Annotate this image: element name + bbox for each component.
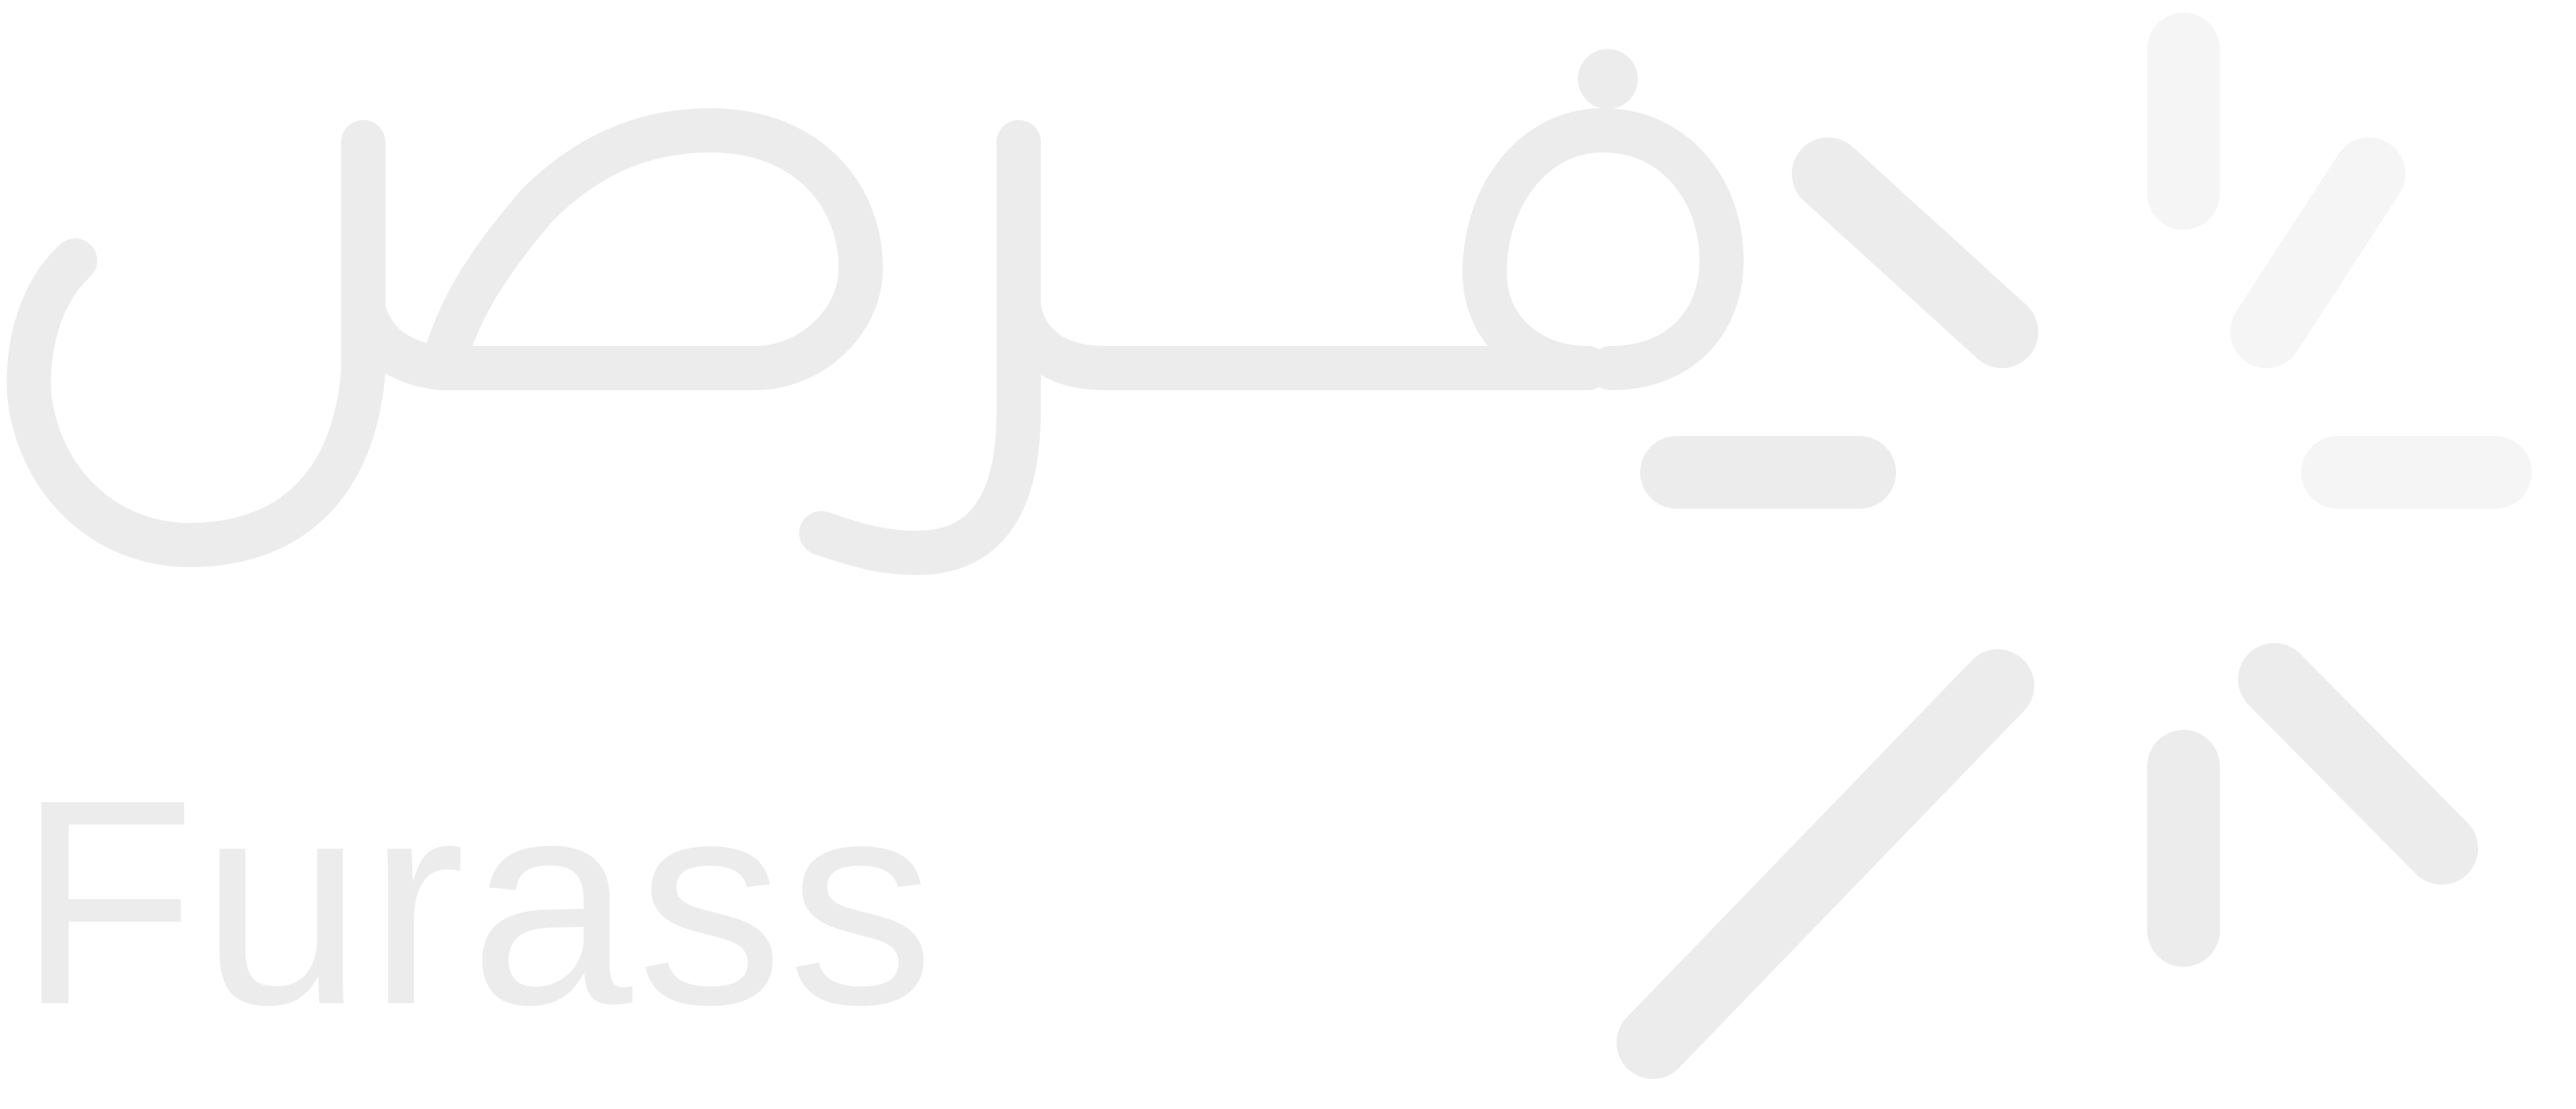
- sunburst-icon: [1653, 49, 2495, 1043]
- arabic-dot: [1578, 49, 1638, 109]
- arabic-wordmark: [29, 130, 1722, 553]
- arabic-wordmark-text: فرص: [0, 0, 2, 1]
- ray-top-right: [2266, 174, 2369, 332]
- ray-bottom-right: [2274, 679, 2442, 848]
- ray-top-left: [1828, 174, 2002, 332]
- latin-wordmark: Furass: [17, 739, 939, 1066]
- ray-bottom-left-long: [1653, 686, 1998, 1043]
